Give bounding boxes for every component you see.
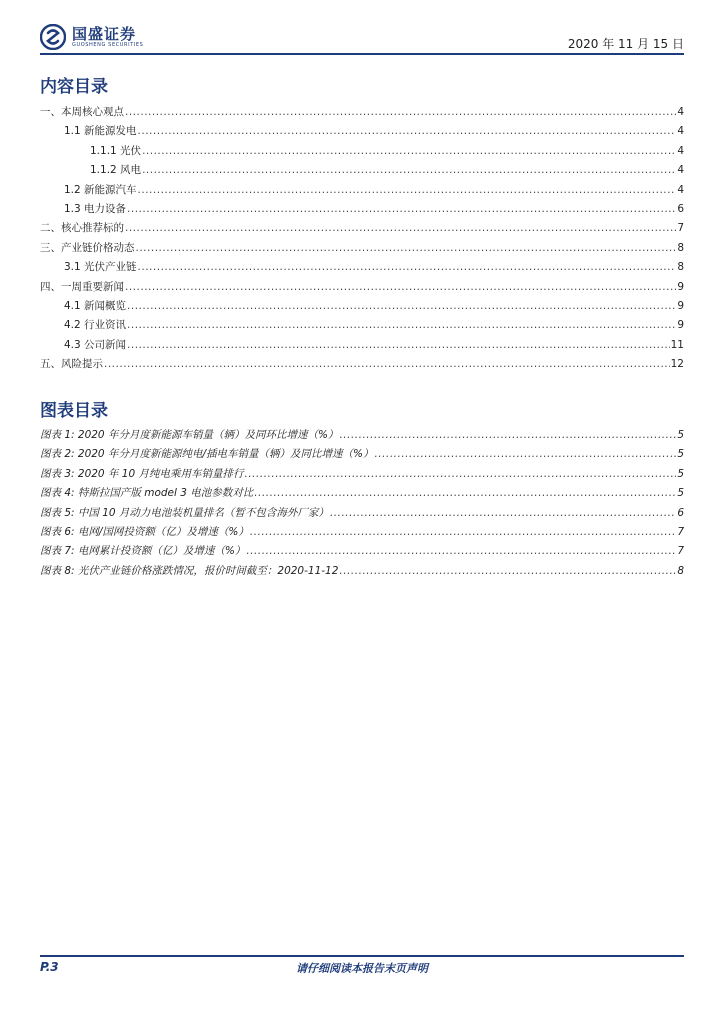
figure-entry-page: 5 xyxy=(677,429,684,441)
figure-entry[interactable] xyxy=(40,523,684,542)
toc-entry-label: 五、风险提示 xyxy=(40,358,103,371)
dot-leader xyxy=(246,542,676,561)
figure-entry[interactable] xyxy=(40,504,684,523)
toc-entry-page: 7 xyxy=(677,222,684,235)
figure-entry-page: 8 xyxy=(677,564,684,577)
toc-entry-label: 3.1 光伏产业链 xyxy=(64,261,137,274)
dot-leader xyxy=(127,200,676,219)
dot-leader xyxy=(125,278,676,297)
figure-entry-label: 图表 7: 电网累计投资额（亿）及增速（%） xyxy=(40,545,246,558)
dot-leader xyxy=(142,142,676,161)
dot-leader xyxy=(374,445,676,464)
figure-entry[interactable] xyxy=(40,465,684,484)
dot-leader xyxy=(339,562,676,581)
toc-entry-label: 4.1 新闻概览 xyxy=(64,299,127,312)
toc-entry-page: 11 xyxy=(670,338,684,351)
toc-entry-page: 9 xyxy=(677,299,684,312)
toc-entry[interactable] xyxy=(40,258,684,277)
toc-entry[interactable] xyxy=(40,122,684,141)
toc-entry-page: 4 xyxy=(677,164,684,177)
dot-leader xyxy=(125,103,676,122)
figure-entry[interactable] xyxy=(40,426,684,445)
report-date: 2020 年 11 月 15 日 xyxy=(567,37,684,51)
toc-entry[interactable] xyxy=(40,161,684,180)
toc-entry[interactable] xyxy=(40,239,684,258)
toc-entry-page: 12 xyxy=(670,358,684,371)
toc-entry-page: 8 xyxy=(677,241,684,254)
figure-entry-page: 6 xyxy=(677,506,684,519)
toc-list xyxy=(40,103,684,374)
figure-entry[interactable] xyxy=(40,562,684,581)
toc-entry-label: 4.2 行业资讯 xyxy=(64,319,127,332)
disclaimer-note: 请仔细阅读本报告末页声明 xyxy=(296,962,428,975)
toc-entry[interactable] xyxy=(40,316,684,335)
dot-leader xyxy=(245,465,677,484)
toc-entry-page: 4 xyxy=(677,144,684,157)
toc-entry-page: 9 xyxy=(677,280,684,293)
footer-divider xyxy=(40,955,684,957)
toc-entry-label: 一、本周核心观点 xyxy=(40,106,124,118)
dot-leader xyxy=(127,336,670,355)
dot-leader xyxy=(127,297,676,316)
toc-entry[interactable] xyxy=(40,278,684,297)
figure-entry-label: 图表 4: 特斯拉国产版 model 3 电池参数对比 xyxy=(40,487,254,500)
figure-entry-label: 图表 1: 2020 年分月度新能源车销量（辆）及同环比增速（%） xyxy=(40,429,339,441)
dot-leader xyxy=(339,426,676,445)
page-number: P.3 xyxy=(40,960,59,974)
toc-entry-label: 四、一周重要新闻 xyxy=(40,280,124,293)
toc-entry[interactable] xyxy=(40,181,684,200)
dot-leader xyxy=(104,355,670,374)
toc-entry-label: 三、产业链价格动态 xyxy=(40,241,135,254)
figure-entry-label: 图表 2: 2020 年分月度新能源纯电/插电车销量（辆）及同比增速（%） xyxy=(40,448,374,461)
figure-entry-label: 图表 8: 光伏产业链价格涨跌情况，报价时间截至：2020-11-12 xyxy=(40,564,339,577)
figure-entry-page: 5 xyxy=(677,467,684,480)
toc-entry[interactable] xyxy=(40,297,684,316)
dot-leader xyxy=(127,316,676,335)
dot-leader xyxy=(125,219,676,238)
toc-entry-label: 二、核心推荐标的 xyxy=(40,222,124,235)
toc-entry-page: 4 xyxy=(677,183,684,196)
dot-leader xyxy=(142,161,676,180)
toc-entry[interactable] xyxy=(40,336,684,355)
toc-entry-label: 4.3 公司新闻 xyxy=(64,338,127,351)
toc-entry-page: 8 xyxy=(677,261,684,274)
dot-leader xyxy=(136,239,677,258)
dot-leader xyxy=(254,484,676,503)
figure-entry-page: 5 xyxy=(677,487,684,500)
figure-entry[interactable] xyxy=(40,542,684,561)
toc-entry-label: 1.1 新能源发电 xyxy=(64,125,137,138)
toc-entry[interactable] xyxy=(40,355,684,374)
toc-entry[interactable] xyxy=(40,200,684,219)
toc-entry-label: 1.1.1 光伏 xyxy=(90,144,142,157)
figures-list xyxy=(40,426,684,581)
figures-title: 图表目录 xyxy=(40,401,108,421)
figure-entry[interactable] xyxy=(40,484,684,503)
dot-leader xyxy=(250,523,676,542)
dot-leader xyxy=(138,258,677,277)
figure-entry-page: 7 xyxy=(677,545,684,558)
dot-leader xyxy=(330,504,676,523)
toc-entry-label: 1.3 电力设备 xyxy=(64,202,127,215)
figure-entry-label: 图表 6: 电网/国网投资额（亿）及增速（%） xyxy=(40,525,249,538)
figure-entry[interactable] xyxy=(40,445,684,464)
figure-entry-label: 图表 3: 2020 年 10 月纯电乘用车销量排行 xyxy=(40,467,244,480)
toc-entry-label: 1.2 新能源汽车 xyxy=(64,183,137,196)
toc-title: 内容目录 xyxy=(40,77,108,97)
dot-leader xyxy=(138,122,677,141)
toc-entry-page: 4 xyxy=(677,106,684,118)
brand-logo xyxy=(40,22,143,52)
toc-entry-page: 6 xyxy=(677,202,684,215)
page-header xyxy=(40,22,684,54)
toc-entry-page: 9 xyxy=(677,319,684,332)
toc-entry[interactable] xyxy=(40,142,684,161)
toc-entry-page: 4 xyxy=(677,125,684,138)
figure-entry-page: 7 xyxy=(677,525,684,538)
toc-entry-label: 1.1.2 风电 xyxy=(90,164,142,177)
toc-entry[interactable] xyxy=(40,219,684,238)
brand-logo-icon xyxy=(40,24,66,50)
toc-entry[interactable] xyxy=(40,103,684,122)
dot-leader xyxy=(138,181,677,200)
figure-entry-page: 5 xyxy=(677,448,684,461)
brand-name-en: GUOSHENG SECURITIES xyxy=(72,41,144,48)
figure-entry-label: 图表 5: 中国 10 月动力电池装机量排名（暂不包含海外厂家） xyxy=(40,506,329,519)
header-divider xyxy=(40,53,684,55)
brand-name-cn: 国盛证券 xyxy=(72,24,137,43)
